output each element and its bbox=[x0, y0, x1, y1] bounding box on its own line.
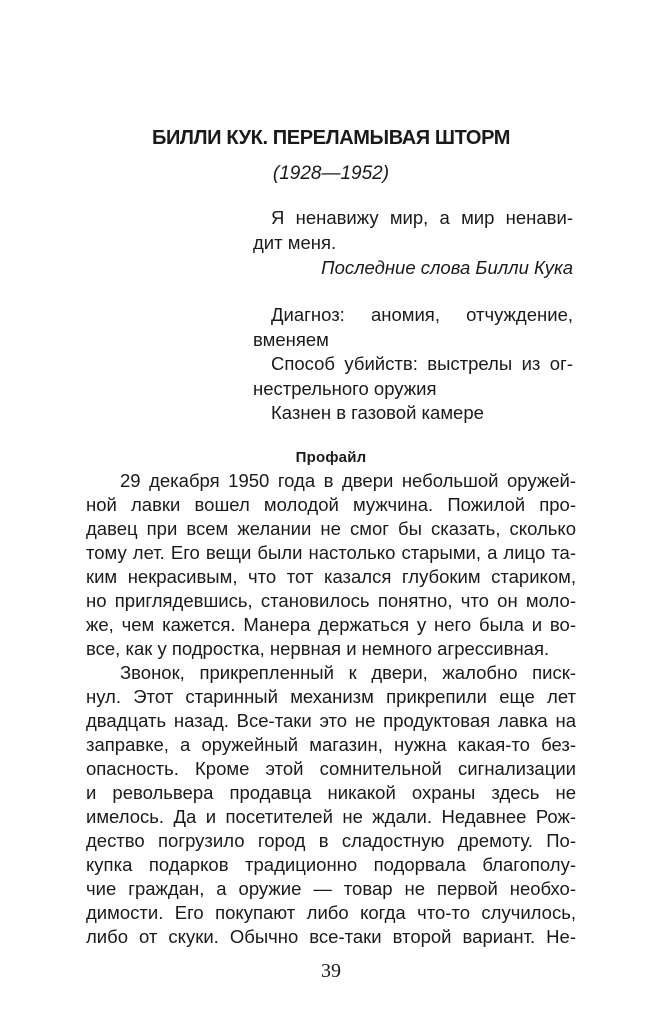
body-line: заправке, а оружейный магазин, нужна какая-то без- bbox=[86, 734, 576, 755]
body-line: ким некрасивым, что тот казался глубоким стариком, bbox=[86, 566, 576, 587]
body-line: ной лавки вошел молодой мужчина. Пожилой про- bbox=[86, 494, 576, 515]
body-line: Звонок, прикрепленный к двери, жалобно писк- bbox=[120, 662, 576, 683]
body-line: опасность. Кроме этой сомнительной сигнализации bbox=[86, 758, 576, 779]
body-line: димости. Его покупают либо когда что-то случилось, bbox=[86, 902, 576, 923]
diagnosis-line: вменяем bbox=[253, 329, 329, 350]
page-number: 39 bbox=[321, 960, 341, 982]
body-line: но приглядевшись, становилось понятно, что он моло- bbox=[86, 590, 576, 611]
chapter-title: БИЛЛИ КУК. ПЕРЕЛАМЫВАЯ ШТОРМ bbox=[151, 127, 511, 149]
chapter-years: (1928—1952) bbox=[272, 163, 390, 184]
body-line: и револьвера продавца никакой охраны здесь не bbox=[86, 782, 576, 803]
body-line: 29 декабря 1950 года в двери небольшой оружей- bbox=[120, 470, 576, 491]
method-line: Способ убийств: выстрелы из ог- bbox=[271, 353, 573, 374]
method-line: нестрельного оружия bbox=[253, 378, 437, 399]
body-line: чие граждан, а оружие — товар не первой необхо- bbox=[86, 878, 576, 899]
body-line: давец при всем желании не смог бы сказать, сколько bbox=[86, 518, 576, 539]
section-heading: Профайл bbox=[295, 449, 367, 466]
body-line: тому лет. Его вещи были настолько старыми, а лицо та- bbox=[86, 542, 576, 563]
epigraph-attribution: Последние слова Билли Кука bbox=[321, 257, 573, 278]
body-line: все, как у подростка, нервная и немного агрессивная. bbox=[86, 638, 550, 659]
diagnosis-line: Диагноз: аномия, отчуждение, bbox=[271, 304, 573, 325]
body-line: нул. Этот старинный механизм прикрепили еще лет bbox=[86, 686, 576, 707]
epigraph-line: дит меня. bbox=[253, 232, 337, 253]
body-line: купка подарков традиционно подорвала благополу- bbox=[86, 854, 576, 875]
body-line: имелось. Да и посетителей не ждали. Недавнее Рож- bbox=[86, 806, 576, 827]
body-line: либо от скуки. Обычно все-таки второй вариант. Не- bbox=[86, 926, 576, 947]
execution-line: Казнен в газовой камере bbox=[271, 402, 484, 423]
body-line: же, чем кажется. Манера держаться у него была и во- bbox=[86, 614, 576, 635]
body-line: двадцать назад. Все-таки это не продуктовая лавка на bbox=[86, 710, 576, 731]
epigraph-line: Я ненавижу мир, а мир ненави- bbox=[271, 207, 573, 228]
body-line: дество погрузило город в сладостную дремоту. По- bbox=[86, 830, 576, 851]
